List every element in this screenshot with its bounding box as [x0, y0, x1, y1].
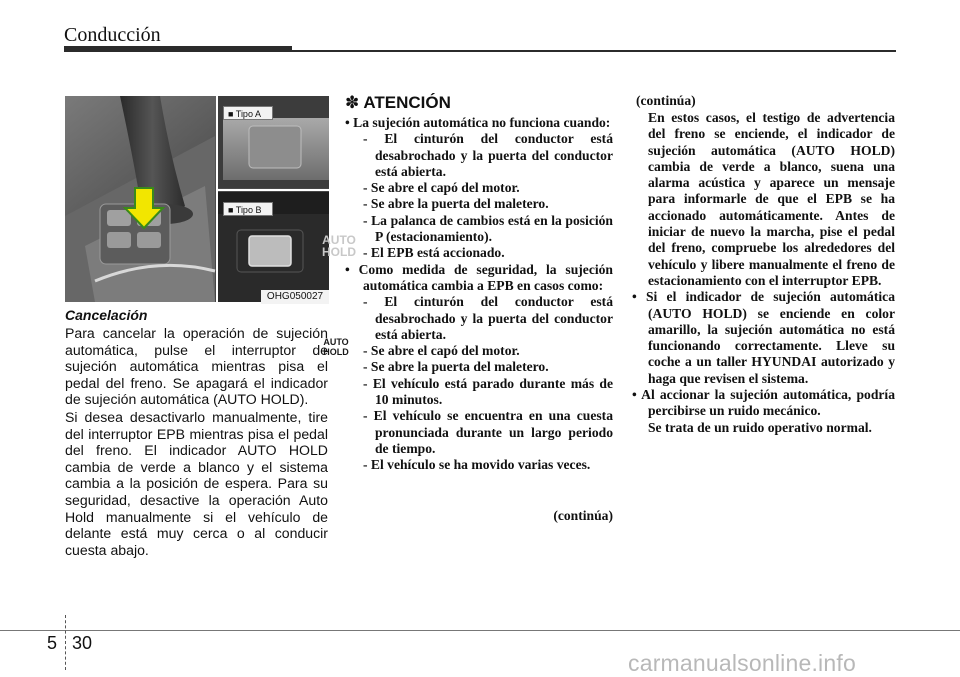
footer-divider — [65, 615, 66, 670]
header-rule-thick — [64, 46, 292, 52]
list-item: - Se abre la puerta del maletero. — [363, 196, 549, 212]
list-item: - El vehículo está parado durante más de 10 minutos. — [363, 375, 613, 408]
atencion-bullet-1: • La sujeción automática no funciona cuando: — [345, 115, 611, 130]
tipo-a-label: ■ Tipo A — [223, 106, 273, 120]
atencion-list — [345, 115, 613, 474]
list-item: - El vehículo se encuentra en una cuesta pronunciada durante un largo periodo de tiempo. — [363, 408, 613, 456]
page-header-title: Conducción — [64, 24, 161, 46]
list-item: - El cinturón del conductor está desabrochado y la puerta del conductor está abierta. — [363, 294, 613, 342]
atencion-bullet-2: • Como medida de seguridad, la sujeción automática cambia a EPB en casos como: — [345, 261, 613, 293]
right-column-text — [632, 110, 895, 436]
header-rule-thin — [292, 50, 896, 52]
right-bullet-1: • Si el indicador de sujeción automática (AUTO HOLD) se enciende en color amarillo, la sujeción automática no está funcionando correctamente. Lleve su coche a un taller HYUNDAI autorizado y haga que revisen el sistema. — [632, 289, 895, 386]
footer-rule — [0, 630, 960, 631]
section-number: 5 — [47, 633, 58, 653]
continua-label: (continúa) — [636, 93, 696, 108]
cancelacion-paragraph-2: Si desea desactivarlo manualmente, tire del interruptor EPB mientras pisa el pedal del freno. El indicador AUTO HOLD cambia de verde a blanco y el sistema cambia a la posición de espera. Para su seguridad, desactive la operación Auto Hold manualmente si el vehículo de delante está muy cerca o al conducir cuesta abajo. — [65, 409, 328, 558]
right-bullet-2-sub: Se trata de un ruido operativo normal. — [648, 419, 872, 435]
right-bullet-2: • Al accionar la sujeción automática, podría percibirse un ruido mecánico. — [632, 387, 895, 419]
auto-hold-button-type-b-label: AUTO HOLD — [323, 337, 349, 357]
list-item: - Se abre la puerta del maletero. — [363, 359, 549, 375]
list-item: - Se abre el capó del motor. — [363, 180, 520, 196]
list-item: - El cinturón del conductor está desabrochado y la puerta del conductor está abierta. — [363, 131, 613, 179]
list-item: - La palanca de cambios está en la posición P (estacionamiento). — [363, 212, 613, 245]
page-number: 30 — [72, 633, 93, 653]
list-item: - Se abre el capó del motor. — [363, 343, 520, 359]
cancelacion-paragraph-1: Para cancelar la operación de sujeción automática, pulse el interruptor de sujeción automática mientras pisa el pedal del freno. Se apagará el indicador de sujeción automática (AUTO HOLD). — [65, 325, 328, 408]
tipo-b-label: ■ Tipo B — [223, 202, 273, 216]
atencion-heading: ✽ ATENCIÓN — [345, 93, 451, 112]
list-item: - El EPB está accionado. — [363, 245, 505, 261]
right-continued-paragraph: En estos casos, el testigo de advertencia del freno se enciende, el indicador de sujeción automática (AUTO HOLD) cambia de verde a blanco, suena una alarma acústica y aparece un mensaje para informarle de que el EPB se ha accionado automáticamente. Antes de iniciar de nuevo la marcha, pise el pedal del freno, compruebe los alrededores del vehículo y libere manualmente el freno de estacionamiento con el interruptor EPB. — [648, 110, 895, 288]
continua-marker: (continúa) — [553, 508, 613, 523]
auto-hold-button-type-a-label: AUTO HOLD — [322, 233, 356, 259]
cancelacion-heading: Cancelación — [65, 307, 148, 323]
list-item: - El vehículo se ha movido varias veces. — [363, 457, 591, 473]
console-photo — [65, 96, 329, 302]
figure-code: OHG050027 — [261, 290, 329, 304]
watermark: carmanualsonline.info — [628, 650, 856, 676]
